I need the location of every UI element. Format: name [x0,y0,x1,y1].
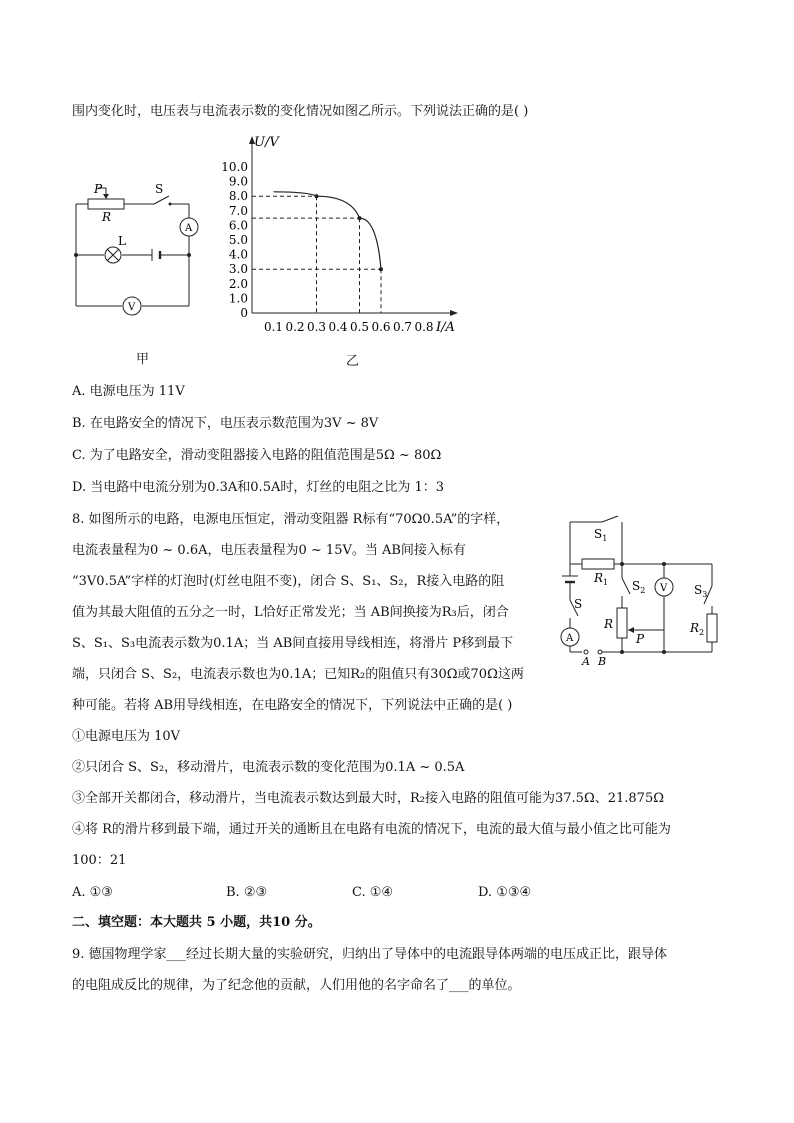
data-point [379,267,383,271]
y-tick-label: 4.0 [228,247,248,262]
terminal-a [584,650,588,654]
label-r: R [604,617,614,631]
y-tick-label: 9.0 [228,174,248,189]
resistor-r1 [582,559,614,569]
label-s3: $S_3$ [694,583,708,599]
y-tick-label: 0 [240,306,248,320]
voltmeter-label: V [128,302,136,313]
y-tick-label: 2.0 [228,276,248,291]
q9-line-2: 的电阻成反比的规律，为了纪念他的贡献，人们用他的名字命名了___的单位。 [72,978,521,993]
resistor-r [88,199,124,209]
label-terminal-a: A [582,655,590,668]
label-l: L [118,234,126,248]
u-i-curve [274,192,382,269]
label-p: P [94,182,103,196]
x-tick-label: 0.1 [263,320,284,334]
label-s: S [155,182,164,196]
label-s1: $S_1$ [594,527,608,543]
q8-statement-2: ②只闭合 S、S₂，移动滑片，电流表示数的变化范围为0.1A ~ 0.5A [72,760,465,775]
q8-line-1: 8. 如图所示的电路，电源电压恒定，滑动变阻器 R标有“70Ω0.5A”的字样， [72,512,510,527]
ammeter-label: A [185,223,193,234]
q8-statement-4-cont: 100：21 [72,853,127,868]
section-heading: 二、填空题：本大题共 5 小题，共10 分。 [72,915,321,930]
ammeter-label: A [566,633,574,644]
figure-yi-chart [214,128,464,340]
label-s2: $S_2$ [632,579,646,595]
y-tick-label: 5.0 [228,233,248,247]
q8-line-2: 电流表量程为0 ~ 0.6A，电压表量程为0 ~ 15V。当 AB间接入标有 [72,543,466,558]
x-tick-label: 0.3 [306,320,327,334]
y-tick-label: 7.0 [228,203,248,218]
q7-intro-line: 围内变化时，电压表与电流表示数的变化情况如图乙所示。下列说法正确的是( ) [72,104,529,119]
x-tick-label: 0.6 [371,320,391,334]
figure-jia-circuit [66,176,206,326]
q8-option-b: B. ②③ [226,885,268,900]
q8-statement-4: ④将 R的滑片移到最下端，通过开关的通断且在电路有电流的情况下，电流的最大值与最小值之比可能为 [72,822,671,837]
q8-option-c: C. ①④ [352,885,394,900]
y-tick-label: 8.0 [228,189,248,204]
voltmeter-label: V [660,583,668,594]
y-tick-label: 10.0 [221,160,248,174]
q7-option-b: B. 在电路安全的情况下，电压表示数范围为3V ~ 8V [72,416,379,431]
q7-option-a: A. 电源电压为 11V [72,384,185,399]
y-tick-label: 3.0 [228,262,248,277]
battery-icon [152,249,160,261]
y-axis-label: U/V [254,135,279,150]
q7-option-c: C. 为了电路安全，滑动变阻器接入电路的阻值范围是5Ω ~ 80Ω [72,448,442,463]
rheostat-r [617,608,627,638]
x-tick-label: 0.2 [285,320,305,334]
label-r: R [102,210,112,224]
x-tick-label: 0.7 [392,320,413,334]
battery-icon [562,576,578,582]
figure-yi-caption: 乙 [346,354,360,369]
x-tick-label: 0.5 [349,320,370,334]
q9-line-1: 9. 德国物理学家___经过长期大量的实验研究，归纳出了导体中的电流跟导体两端的电压成正比，跟导体 [72,947,668,962]
label-terminal-b: B [598,655,607,668]
x-tick-label: 0.4 [328,320,348,334]
q8-line-6: 端，只闭合 S、S₂，电流表示数也为0.1A；已知R₂的阻值只有30Ω或70Ω这两 [72,667,524,682]
q8-option-a: A. ①③ [72,885,113,900]
q8-statement-1: ①电源电压为 10V [72,729,181,744]
q8-statement-3: ③全部开关都闭合，移动滑片，当电流表示数达到最大时，R₂接入电路的阻值可能为37.5Ω、21.875Ω [72,791,664,806]
data-point [315,194,319,198]
y-tick-label: 1.0 [228,291,248,306]
label-s: S [574,597,583,611]
q8-option-d: D. ①③④ [478,885,532,900]
label-r2: $R_2$ [690,621,705,637]
q8-line-5: S、S₁、S₃电流表示数为0.1A；当 AB间直接用导线相连，将滑片 P移到最下 [72,636,514,651]
q8-line-3: “3V0.5A”字样的灯泡时(灯丝电阻不变)，闭合 S、S₁、S₂，R接入电路的阻 [72,574,505,589]
q7-option-d: D. 当电路中电流分别为0.3A和0.5A时，灯丝的电阻之比为 1：3 [72,480,445,495]
resistor-r2 [707,614,717,642]
label-r1: $R_1$ [594,571,609,587]
terminal-b [598,650,602,654]
figure-jia-caption: 甲 [136,352,150,367]
data-point [358,216,362,220]
figure-q8-circuit [552,512,732,672]
y-tick-label: 6.0 [228,218,248,233]
q8-line-7: 种可能。若将 AB用导线相连，在电路安全的情况下，下列说法中正确的是( ) [72,698,513,713]
label-p: P [636,632,645,646]
x-axis-label: I/A [436,320,455,335]
x-tick-label: 0.8 [414,320,434,334]
x-axis-arrow [450,310,458,316]
q8-line-4: 值为其最大阻值的五分之一时，L恰好正常发光；当 AB间换接为R₃后，闭合 [72,605,509,620]
